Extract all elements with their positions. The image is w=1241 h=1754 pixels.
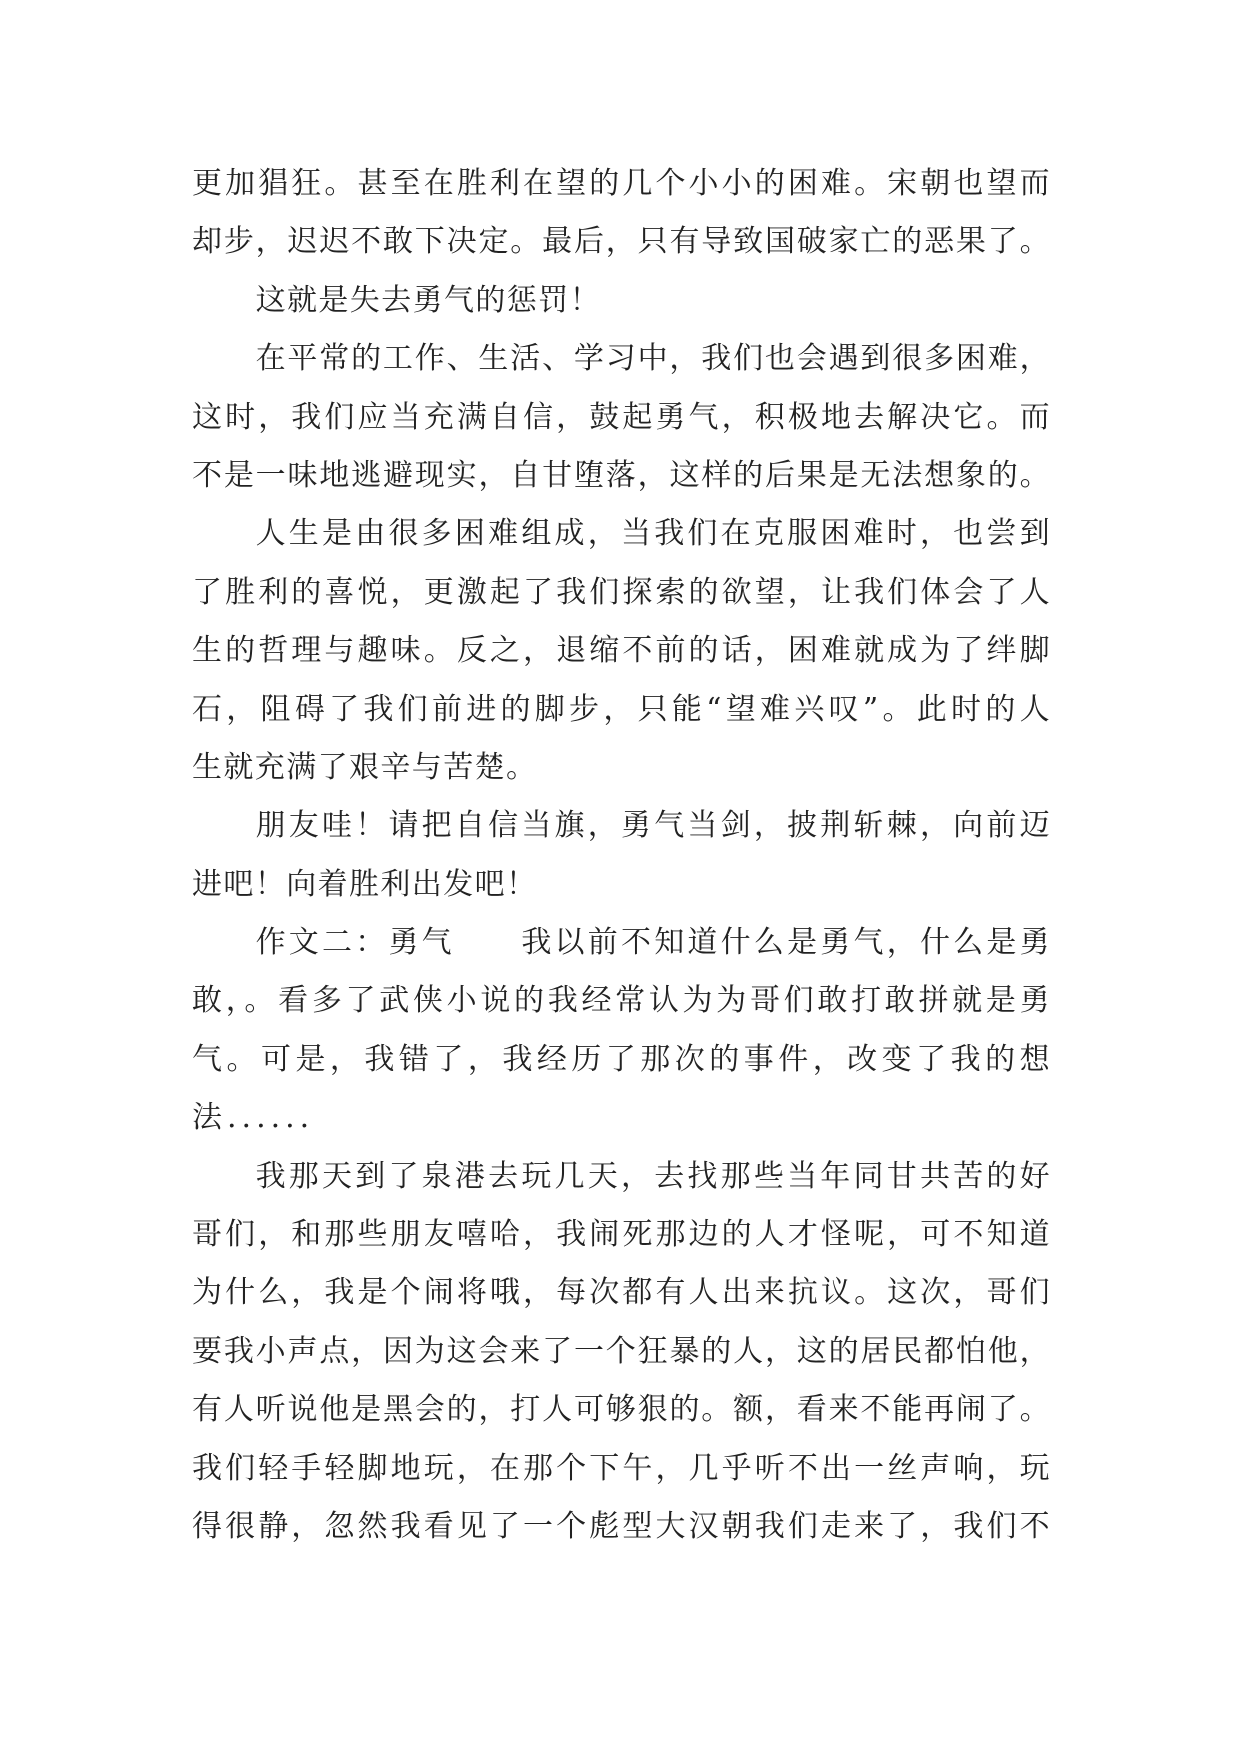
- text-line: 不是一味地逃避现实，自甘堕落，这样的后果是无法想象的。: [192, 457, 1051, 493]
- text-line: 却步，迟迟不敢下决定。最后，只有导致国破家亡的恶果了。: [192, 224, 1051, 260]
- text-line: 更加猖狂。甚至在胜利在望的几个小小的困难。宋朝也望而: [192, 166, 1051, 201]
- text-line: 得很静，忽然我看见了一个彪型大汉朝我们走来了，我们不: [192, 1508, 1051, 1544]
- text-line: 生的哲理与趣味。反之，退缩不前的话，困难就成为了绊脚: [192, 633, 1051, 669]
- text-line: 这时，我们应当充满自信，鼓起勇气，积极地去解决它。而: [192, 399, 1051, 435]
- text-line: 生就充满了艰辛与苦楚。: [192, 749, 538, 785]
- text-line: 进吧！向着胜利出发吧！: [192, 866, 538, 902]
- paragraph: [192, 272, 1051, 330]
- text-line: 我那天到了泉港去玩几天，去找那些当年同甘共苦的好: [255, 1158, 1051, 1194]
- text-line: 要我小声点，因为这会来了一个狂暴的人，这的居民都怕他，: [192, 1333, 1051, 1369]
- text-line: 敢，。看多了武侠小说的我经常认为为哥们敢打敢拼就是勇: [192, 983, 1051, 1019]
- paragraph: [192, 914, 1051, 1148]
- paragraph: [192, 797, 1051, 914]
- paragraph: [192, 155, 1051, 272]
- paragraph: [192, 330, 1051, 505]
- text-line: 这就是失去勇气的惩罚！: [255, 282, 601, 318]
- text-line: 有人听说他是黑会的，打人可够狠的。额，看来不能再闹了。: [192, 1392, 1051, 1428]
- paragraph: [192, 1148, 1051, 1557]
- text-line: 哥们，和那些朋友嘻哈，我闹死那边的人才怪呢，可不知道: [192, 1217, 1051, 1253]
- text-line: 了胜利的喜悦，更激起了我们探索的欲望，让我们体会了人: [192, 574, 1051, 610]
- document-page: [192, 155, 1051, 1556]
- text-line: 法......: [192, 1100, 315, 1136]
- text-line: 为什么，我是个闹将哦，每次都有人出来抗议。这次，哥们: [192, 1275, 1051, 1311]
- text-line: 朋友哇！请把自信当旗，勇气当剑，披荆斩棘，向前迈: [255, 808, 1051, 844]
- text-line: 我们轻手轻脚地玩，在那个下午，几乎听不出一丝声响，玩: [192, 1450, 1051, 1486]
- text-line: 作文二：勇气 我以前不知道什么是勇气，什么是勇: [255, 925, 1051, 961]
- text-line: 人生是由很多困难组成，当我们在克服困难时，也尝到: [255, 516, 1051, 552]
- text-line: 石，阻碍了我们前进的脚步，只能“望难兴叹”。此时的人: [192, 691, 1051, 727]
- text-line: 气。可是，我错了，我经历了那次的事件，改变了我的想: [192, 1041, 1051, 1077]
- paragraph: [192, 505, 1051, 797]
- text-line: 在平常的工作、生活、学习中，我们也会遇到很多困难，: [255, 341, 1051, 377]
